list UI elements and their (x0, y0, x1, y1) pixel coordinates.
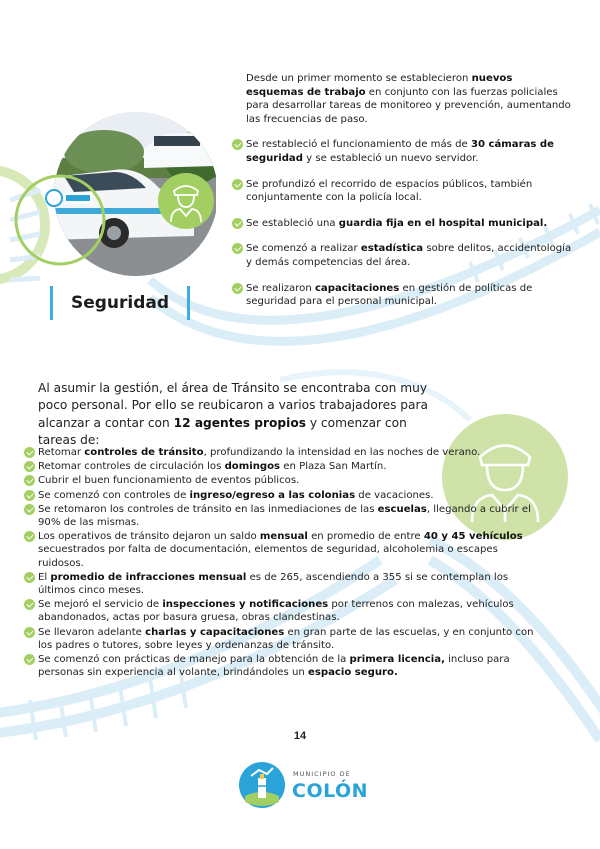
check-icon (24, 654, 35, 665)
list-item: Se estableció una guardia fija en el hospital municipal. (232, 217, 572, 231)
car-logo-detail (44, 184, 94, 214)
list-item: Se realizaron capacitaciones en gestión de políticas de seguridad para el personal municipal. (232, 282, 572, 309)
check-icon (24, 475, 35, 486)
check-icon (232, 283, 243, 294)
logo-subtitle: MUNICIPIO DE (293, 770, 351, 778)
list-item: Se retomaron los controles de tránsito en las inmediaciones de las escuelas, llegando a cubrir el 90% de las mismas. (24, 503, 544, 529)
security-intro: Desde un primer momento se establecieron nuevos esquemas de trabajo en conjunto con las fuerzas policiales para desarrollar tareas de monitoreo y prevención, aumentando las frecuencias de paso. (246, 73, 571, 125)
check-icon (232, 243, 243, 254)
check-icon (232, 218, 243, 229)
list-item: Se comenzó con controles de ingreso/egreso a las colonias de vacaciones. (24, 489, 544, 502)
check-icon (232, 139, 243, 150)
check-icon (24, 531, 35, 542)
list-item: Se profundizó el recorrido de espacios públicos, también conjuntamente con la policía local. (232, 178, 572, 205)
municipality-emblem-icon (237, 760, 287, 810)
page-number: 14 (293, 730, 307, 742)
check-icon (24, 490, 35, 501)
check-icon (24, 504, 35, 515)
list-item: Los operativos de tránsito dejaron un saldo mensual en promedio de entre 40 y 45 vehículos secuestrados por falta de documentación, elementos de seguridad, alcoholemia o escapes ruidosos. (24, 530, 544, 570)
list-item: Se comenzó con prácticas de manejo para la obtención de la primera licencia, incluso para personas sin experiencia al volante, brindándoles un espacio seguro. (24, 653, 544, 679)
list-item: El promedio de infracciones mensual es de 265, ascendiendo a 355 si se contemplan los últimos cinco meses. (24, 571, 544, 597)
check-icon (24, 461, 35, 472)
officer-icon-small (157, 172, 215, 230)
section-title-box (50, 286, 190, 320)
list-item: Se mejoró el servicio de inspecciones y notificaciones por terrenos con malezas, vehículos abandonados, actas por basura gruesa, obras clandestinas. (24, 598, 544, 624)
section-title: Seguridad (70, 293, 170, 313)
transit-lead-paragraph: Al asumir la gestión, el área de Tránsito se encontraba con muy poco personal. Por ello se reubicaron a varios trabajadores para alcanzar a contar con 12 agentes propios y comenzar con tareas de: (38, 381, 428, 448)
list-item: Se comenzó a realizar estadística sobre delitos, accidentología y demás competencias del área. (232, 242, 572, 269)
list-item: Se restableció el funcionamiento de más de 30 cámaras de seguridad y se estableció un nuevo servidor. (232, 138, 572, 165)
list-item: Retomar controles de circulación los domingos en Plaza San Martín. (24, 460, 544, 473)
check-icon (24, 627, 35, 638)
security-list (232, 72, 572, 321)
list-item: Se llevaron adelante charlas y capacitaciones en gran parte de las escuelas, y en conjunto con los padres o tutores, sobre leyes y ordenanzas de tránsito. (24, 626, 544, 652)
municipality-logo (237, 760, 367, 810)
list-item: Cubrir el buen funcionamiento de eventos públicos. (24, 474, 544, 487)
check-icon (24, 599, 35, 610)
logo-title: COLÓN (292, 780, 369, 802)
check-icon (232, 179, 243, 190)
check-icon (24, 572, 35, 583)
list-item: Retomar controles de tránsito, profundizando la intensidad en las noches de verano. (24, 446, 544, 459)
transit-list (24, 446, 544, 680)
check-icon (24, 447, 35, 458)
